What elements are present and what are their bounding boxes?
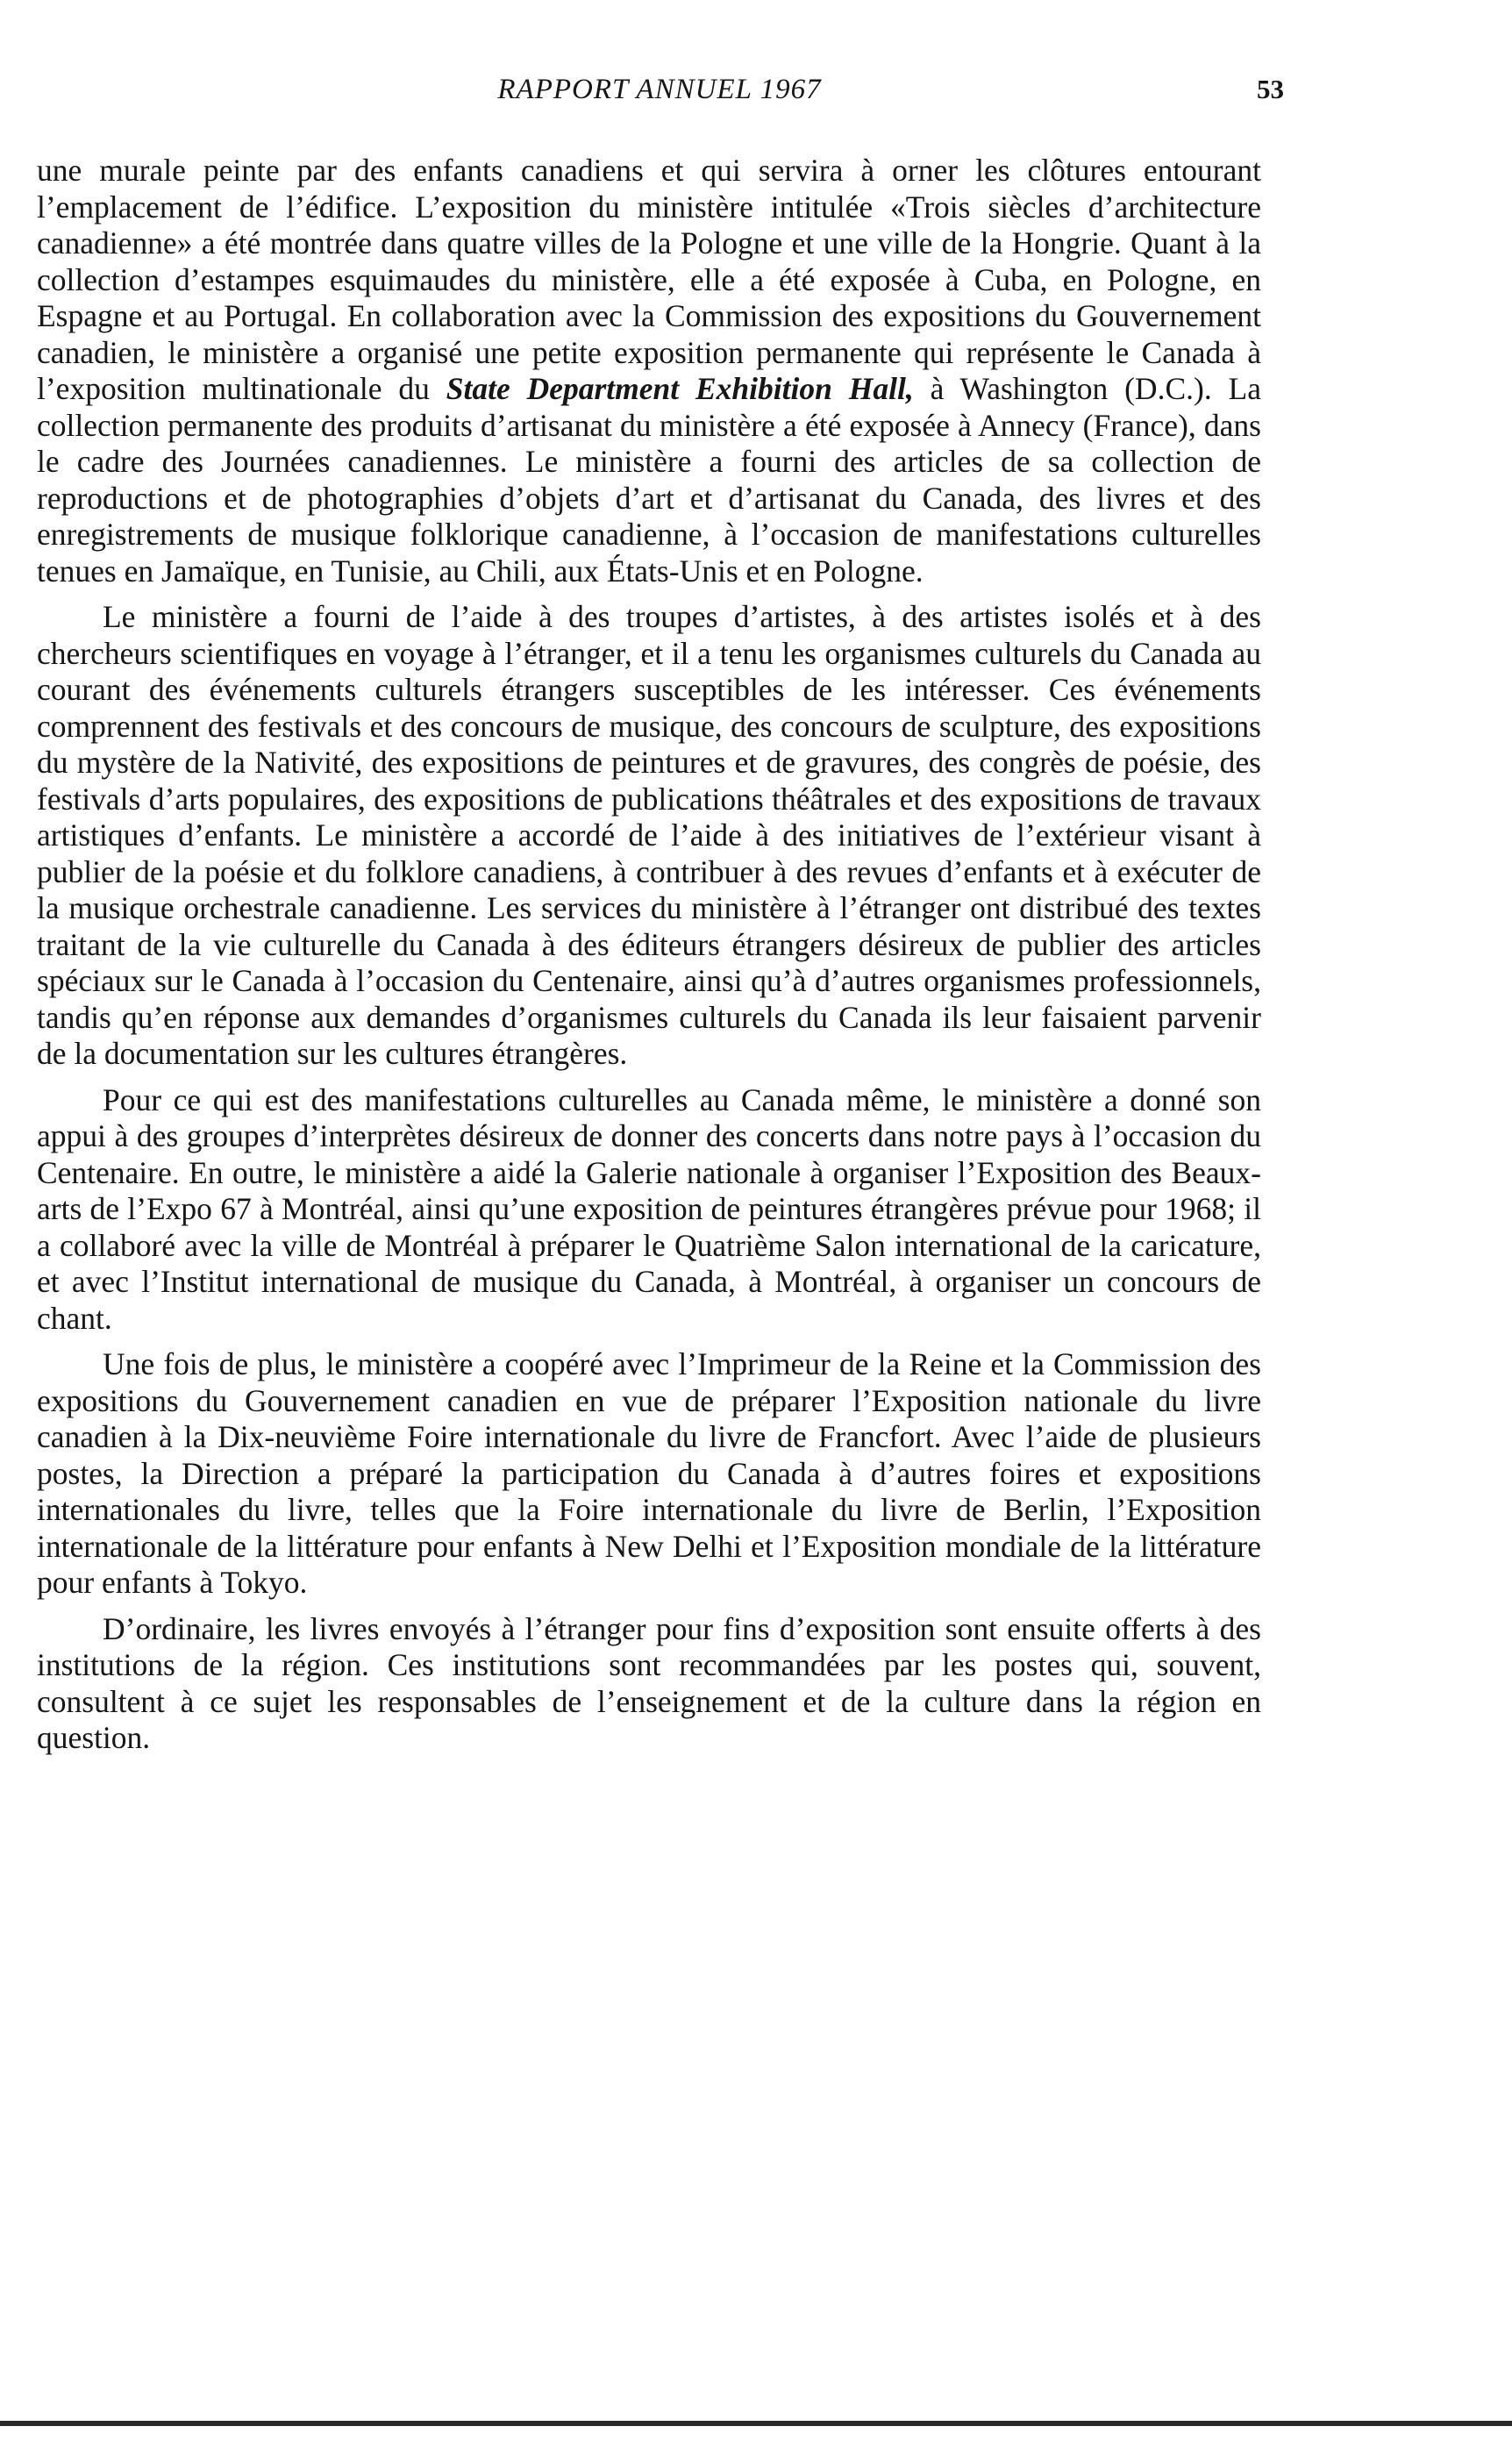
paragraph-3: Pour ce qui est des manifestations culturelles au Canada même, le ministère a donné son appui à des groupes d’interprètes désireux de donner des concerts dans notre pays à l’occasion du Centenaire. En outre, le ministère a aidé la Galerie nationale à organiser l’Exposition des Beaux-arts de l’Expo 67 à Montréal, ainsi qu’une exposition de peintures étrangères prévue pour 1968; il a collaboré avec la ville de Montréal à préparer le Quatrième Salon international de la caricature, et avec l’Institut international de musique du Canada, à Montréal, à organiser un concours de chant. <box>37 1081 1261 1336</box>
paragraph-4: Une fois de plus, le ministère a coopéré avec l’Imprimeur de la Reine et la Commission des expositions du Gouvernement canadien en vue de préparer l’Exposition nationale du livre canadien à la Dix-neuvième Foire internationale du livre de Francfort. Avec l’aide de plusieurs postes, la Direction a préparé la participation du Canada à d’autres foires et expositions internationales du livre, telles que la Foire internationale du livre de Berlin, l’Exposition internationale de la littérature pour enfants à New Delhi et l’Exposition mondiale de la littérature pour enfants à Tokyo. <box>37 1346 1261 1600</box>
body-text <box>37 153 1261 1766</box>
paragraph-2: Le ministère a fourni de l’aide à des troupes d’artistes, à des artistes isolés et à des chercheurs scientifiques en voyage à l’étranger, et il a tenu les organismes culturels du Canada au courant des événements culturels étrangers susceptibles de les intéresser. Ces événements comprennent des festivals et des concours de musique, des concours de sculpture, des expositions du mystère de la Nativité, des expositions de peintures et de gravures, des congrès de poésie, des festivals d’arts populaires, des expositions de publications théâtrales et des expositions de travaux artistiques d’enfants. Le ministère a accordé de l’aide à des initiatives de l’extérieur visant à publier de la poésie et du folklore canadiens, à contribuer à des revues d’enfants et à exécuter de la musique orchestrale canadienne. Les services du ministère à l’étranger ont distribué des textes traitant de la vie culturelle du Canada à des éditeurs étrangers désireux de publier des articles spéciaux sur le Canada à l’occasion du Centenaire, ainsi qu’à d’autres organismes professionnels, tandis qu’en réponse aux demandes d’organismes culturels du Canada ils leur faisaient parvenir de la documentation sur les cultures étrangères. <box>37 599 1261 1071</box>
paragraph-1-italic: State Department Exhibition Hall, <box>446 371 914 406</box>
paragraph-1 <box>37 153 1261 589</box>
paragraph-1-text-b: à Washington (D.C.). La collection permanente des produits d’artisanat du ministère a été exposée à Annecy (France), dans le cadre des Journées canadiennes. Le ministère a fourni des articles de sa collection de reproductions et de photographies d’objets d’art et d’artisanat du Canada, des livres et des enregistrements de musique folklorique canadienne, à l’occasion de manifestations culturelles tenues en Jamaïque, en Tunisie, au Chili, aux États-Unis et en Pologne. <box>37 371 1261 589</box>
page-number: 53 <box>1257 74 1284 104</box>
paragraph-5: D’ordinaire, les livres envoyés à l’étranger pour fins d’exposition sont ensuite offerts à des institutions de la région. Ces institutions sont recommandées par les postes qui, souvent, consultent à ce sujet les responsables de l’enseignement et de la culture dans la région en question. <box>37 1610 1261 1755</box>
running-header <box>35 74 1284 118</box>
running-title: RAPPORT ANNUEL 1967 <box>497 74 822 105</box>
page-edge-shadow <box>0 2421 1512 2426</box>
paragraph-1-text-a: une murale peinte par des enfants canadiens et qui servira à orner les clôtures entourant l’emplacement de l’édifice. L’exposition du ministère intitulée «Trois siècles d’architecture canadienne» a été montrée dans quatre villes de la Pologne et une ville de la Hongrie. Quant à la collection d’estampes esquimaudes du ministère, elle a été exposée à Cuba, en Pologne, en Espagne et au Portugal. En collaboration avec la Commission des expositions du Gouvernement canadien, le ministère a organisé une petite exposition permanente qui représente le Canada à l’exposition multinationale du <box>37 153 1261 406</box>
